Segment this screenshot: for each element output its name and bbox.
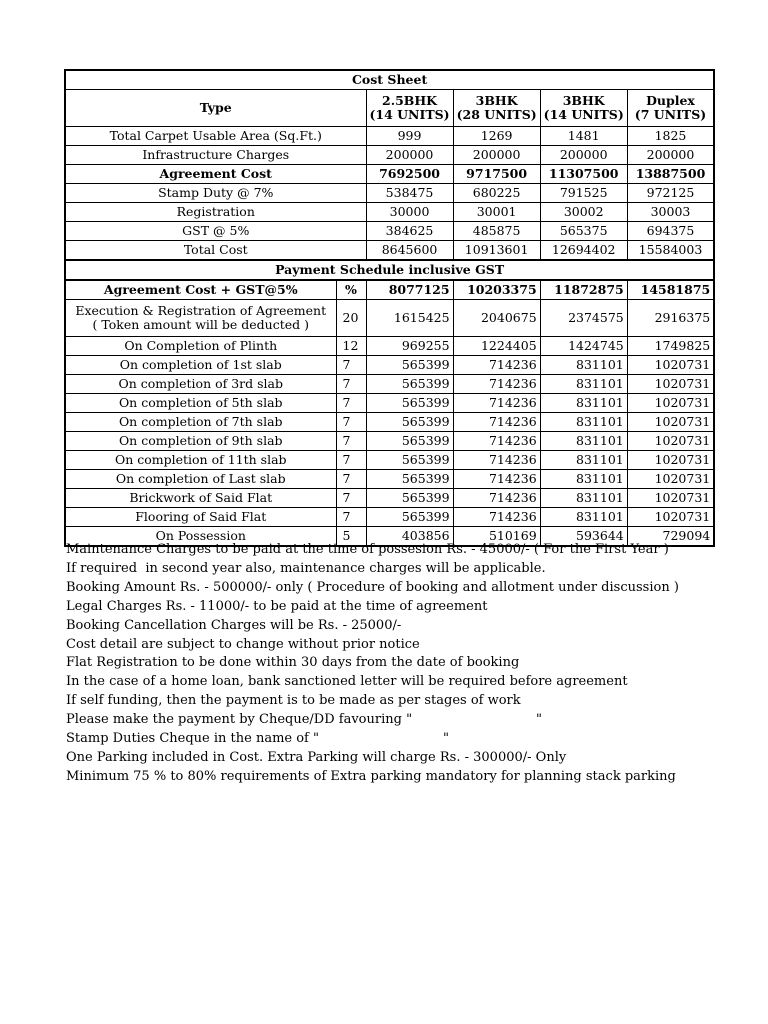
schedule-amount: 1020731 [627,508,714,527]
schedule-percent: 7 [336,375,366,394]
cost-value: 7692500 [366,165,453,184]
cost-value: 791525 [540,184,627,203]
cost-value: 30000 [366,203,453,222]
schedule-row-label [65,394,336,413]
schedule-row-label [65,470,336,489]
note-line: Minimum 75 % to 80% requirements of Extra parking mandatory for planning stack parking [66,768,676,784]
schedule-percent: 20 [336,300,366,337]
schedule-row-label [65,337,336,356]
schedule-percent: 5 [336,527,366,547]
unit-type-header [366,90,453,127]
schedule-amount: 969255 [366,337,453,356]
cost-value: 200000 [627,146,714,165]
note-line: Stamp Duties Cheque in the name of " " [66,731,449,747]
schedule-percent: 12 [336,337,366,356]
schedule-amount: 565399 [366,470,453,489]
schedule-amount: 565399 [366,432,453,451]
cost-value: 694375 [627,222,714,241]
schedule-amount: 2374575 [540,300,627,337]
schedule-row-label [65,489,336,508]
schedule-amount: 1424745 [540,337,627,356]
schedule-amount: 1020731 [627,356,714,375]
schedule-amount: 565399 [366,375,453,394]
schedule-stage-label: Execution & Registration of Agreement [75,302,327,318]
unit-type-name: Duplex [646,92,695,108]
agreement-gst-value: 10203375 [453,280,540,300]
schedule-stage-label: On Completion of Plinth [124,337,278,353]
schedule-amount: 729094 [627,527,714,547]
schedule-amount: 593644 [540,527,627,547]
schedule-amount: 714236 [453,375,540,394]
schedule-stage-note: ( Token amount will be deducted ) [92,317,309,332]
schedule-amount: 565399 [366,489,453,508]
cost-value: 200000 [366,146,453,165]
note-line: One Parking included in Cost. Extra Parking will charge Rs. - 300000/- Only [66,749,567,765]
unit-count: (7 UNITS) [634,107,707,122]
schedule-amount: 831101 [540,413,627,432]
cost-value: 30003 [627,203,714,222]
note-line: Booking Amount Rs. - 500000/- only ( Procedure of booking and allotment under discussion ) [66,579,679,595]
unit-count: (14 UNITS) [369,107,450,122]
schedule-amount: 831101 [540,489,627,508]
cost-value: 12694402 [540,241,627,261]
schedule-stage-label: On completion of 3rd slab [118,375,283,391]
cost-value: 8645600 [366,241,453,261]
note-line: In the case of a home loan, bank sanctioned letter will be required before agreement [66,674,628,690]
note-line: If required in second year also, maintenance charges will be applicable. [66,560,546,576]
schedule-stage-label: On completion of Last slab [115,470,286,486]
schedule-amount: 831101 [540,508,627,527]
cost-row-label: Registration [65,203,366,222]
schedule-stage-label: Flooring of Said Flat [135,508,267,524]
cost-value: 13887500 [627,165,714,184]
sheet-title: Cost Sheet [65,70,714,90]
cost-sheet-table [64,69,715,547]
schedule-amount: 714236 [453,432,540,451]
schedule-percent: 7 [336,508,366,527]
schedule-row-label [65,300,336,337]
cost-value: 10913601 [453,241,540,261]
schedule-amount: 714236 [453,413,540,432]
cost-value: 1825 [627,127,714,146]
unit-count: (14 UNITS) [543,107,624,122]
schedule-amount: 565399 [366,508,453,527]
schedule-amount: 1224405 [453,337,540,356]
schedule-stage-label: On completion of 7th slab [118,413,283,429]
unit-type-name: 3BHK [562,92,605,108]
note-line: Booking Cancellation Charges will be Rs. - 25000/- [66,617,402,633]
schedule-row-label [65,375,336,394]
schedule-amount: 714236 [453,356,540,375]
cost-value: 384625 [366,222,453,241]
schedule-amount: 714236 [453,508,540,527]
schedule-amount: 403856 [366,527,453,547]
schedule-stage-label: On completion of 5th slab [118,394,283,410]
cost-row-label: Agreement Cost [65,165,366,184]
notes-section [66,541,679,787]
schedule-amount: 1020731 [627,375,714,394]
schedule-amount: 831101 [540,432,627,451]
cost-row-label: GST @ 5% [65,222,366,241]
schedule-percent: 7 [336,432,366,451]
type-header: Type [65,90,366,127]
schedule-amount: 1020731 [627,432,714,451]
schedule-amount: 2040675 [453,300,540,337]
schedule-amount: 565399 [366,451,453,470]
cost-value: 538475 [366,184,453,203]
unit-type-header [540,90,627,127]
schedule-percent: 7 [336,394,366,413]
schedule-amount: 1020731 [627,413,714,432]
schedule-percent: 7 [336,413,366,432]
schedule-percent: 7 [336,451,366,470]
schedule-percent: 7 [336,470,366,489]
unit-type-header [627,90,714,127]
unit-type-name: 2.5BHK [382,92,438,108]
schedule-stage-label: On completion of 1st slab [119,356,282,372]
cost-row-label: Total Cost [65,241,366,261]
note-line: Please make the payment by Cheque/DD favouring " " [66,712,543,728]
schedule-row-label [65,451,336,470]
cost-value: 972125 [627,184,714,203]
schedule-amount: 565399 [366,356,453,375]
schedule-amount: 565399 [366,413,453,432]
schedule-header-label: Agreement Cost + GST@5% [65,280,336,300]
cost-row-label: Total Carpet Usable Area (Sq.Ft.) [65,127,366,146]
schedule-percent: 7 [336,356,366,375]
agreement-gst-value: 14581875 [627,280,714,300]
unit-type-header [453,90,540,127]
cost-value: 1481 [540,127,627,146]
schedule-amount: 831101 [540,394,627,413]
cost-value: 200000 [453,146,540,165]
cost-row-label: Stamp Duty @ 7% [65,184,366,203]
cost-value: 11307500 [540,165,627,184]
cost-row-label: Infrastructure Charges [65,146,366,165]
schedule-amount: 831101 [540,375,627,394]
schedule-amount: 714236 [453,394,540,413]
schedule-row-label [65,413,336,432]
schedule-stage-label: Brickwork of Said Flat [129,489,273,505]
cost-value: 30002 [540,203,627,222]
cost-value: 200000 [540,146,627,165]
schedule-amount: 1020731 [627,470,714,489]
schedule-amount: 1020731 [627,451,714,470]
schedule-amount: 1020731 [627,394,714,413]
cost-value: 565375 [540,222,627,241]
schedule-amount: 831101 [540,356,627,375]
note-line: Cost detail are subject to change without prior notice [66,636,420,652]
schedule-amount: 510169 [453,527,540,547]
schedule-row-label [65,432,336,451]
schedule-row-label [65,356,336,375]
schedule-amount: 714236 [453,451,540,470]
cost-value: 30001 [453,203,540,222]
unit-type-name: 3BHK [475,92,518,108]
schedule-amount: 831101 [540,451,627,470]
agreement-gst-value: 11872875 [540,280,627,300]
agreement-gst-value: 8077125 [366,280,453,300]
note-line: Legal Charges Rs. - 11000/- to be paid at the time of agreement [66,598,488,614]
note-line: If self funding, then the payment is to be made as per stages of work [66,693,521,709]
schedule-amount: 714236 [453,470,540,489]
schedule-row-label [65,508,336,527]
schedule-stage-label: On completion of 9th slab [118,432,283,448]
note-line: Maintenance Charges to be paid at the time of possesion Rs. - 45000/- ( For the First Year ) [66,542,669,557]
cost-value: 9717500 [453,165,540,184]
schedule-amount: 1749825 [627,337,714,356]
schedule-percent: 7 [336,489,366,508]
unit-count: (28 UNITS) [456,107,537,122]
schedule-stage-label: On completion of 11th slab [114,451,287,467]
schedule-amount: 714236 [453,489,540,508]
cost-value: 1269 [453,127,540,146]
cost-value: 485875 [453,222,540,241]
schedule-title: Payment Schedule inclusive GST [65,260,714,280]
cost-value: 999 [366,127,453,146]
schedule-amount: 831101 [540,470,627,489]
percent-header: % [336,280,366,300]
cost-value: 680225 [453,184,540,203]
note-line: Flat Registration to be done within 30 days from the date of booking [66,655,520,671]
schedule-amount: 565399 [366,394,453,413]
schedule-amount: 1615425 [366,300,453,337]
schedule-stage-label: On Possession [155,527,246,543]
schedule-amount: 1020731 [627,489,714,508]
schedule-amount: 2916375 [627,300,714,337]
cost-value: 15584003 [627,241,714,261]
